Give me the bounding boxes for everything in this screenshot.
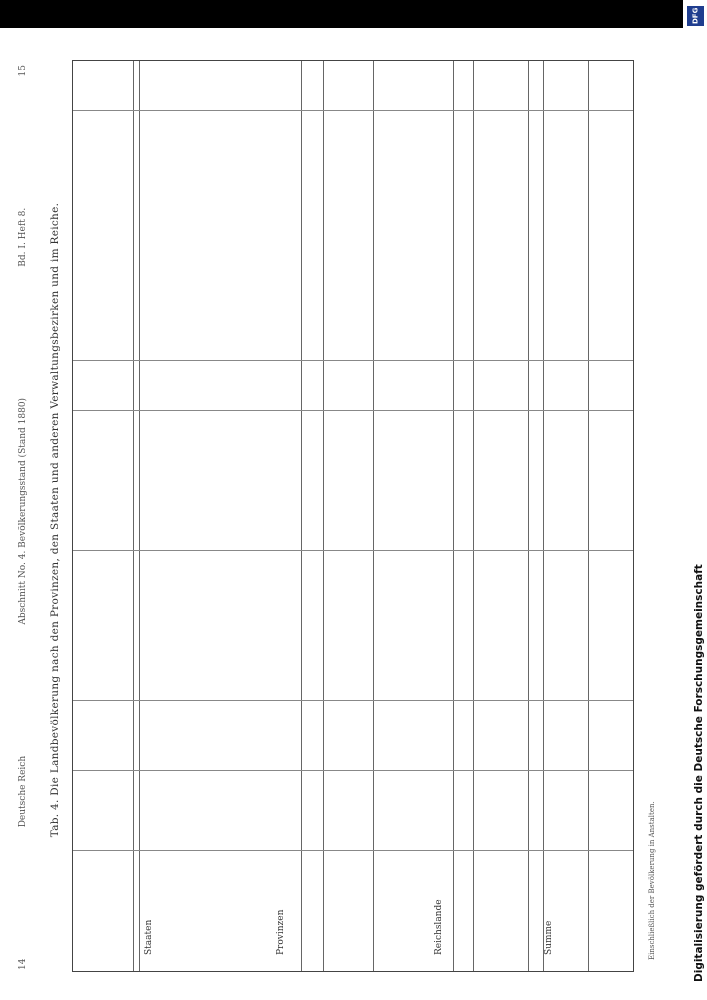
- top-black-bar: [0, 0, 683, 28]
- group-rule: [543, 61, 544, 971]
- group-rule: [323, 61, 324, 971]
- scanned-page: [0, 28, 683, 1000]
- dfg-logo: DFG: [687, 6, 704, 26]
- stub-label: Summe: [544, 920, 554, 955]
- stub-label: Staaten: [144, 919, 154, 955]
- table-title: Tab. 4. Die Landbevölkerung nach den Provinzen, den Staaten und anderen Verwaltungsbezirken und im Reiche.: [49, 202, 61, 838]
- group-rule: [588, 61, 589, 971]
- header-center: Abschnitt No. 4. Bevölkerungsstand (Stand 1880): [18, 397, 28, 625]
- column-rule: [73, 700, 633, 701]
- footnote: Einschließlich der Bevölkerung in Anstalten.: [648, 801, 656, 960]
- running-header: [18, 65, 28, 970]
- statistics-table: [72, 60, 634, 972]
- stub-label: Provinzen: [276, 909, 286, 955]
- rotated-page-content: [14, 38, 674, 990]
- sidebar: [683, 0, 707, 1000]
- header-rule: [139, 61, 140, 971]
- column-rule: [73, 850, 633, 851]
- column-rule: [73, 110, 633, 111]
- sidebar-credit-text: Digitalisierung gefördert durch die Deutsche Forschungsgemeinschaft: [693, 564, 705, 982]
- header-rule: [133, 61, 134, 971]
- group-rule: [473, 61, 474, 971]
- column-rule: [73, 770, 633, 771]
- column-rule: [73, 550, 633, 551]
- column-rule: [73, 410, 633, 411]
- stub-label: Reichslande: [434, 899, 444, 955]
- column-rule: [73, 360, 633, 361]
- header-right: Bd. I. Heft 8.: [18, 207, 28, 267]
- page-number-left: 14: [18, 958, 28, 970]
- page-number-right: 15: [18, 65, 28, 77]
- group-rule: [373, 61, 374, 971]
- group-rule: [528, 61, 529, 971]
- header-left: Deutsche Reich: [18, 755, 28, 828]
- group-rule: [453, 61, 454, 971]
- group-rule: [301, 61, 302, 971]
